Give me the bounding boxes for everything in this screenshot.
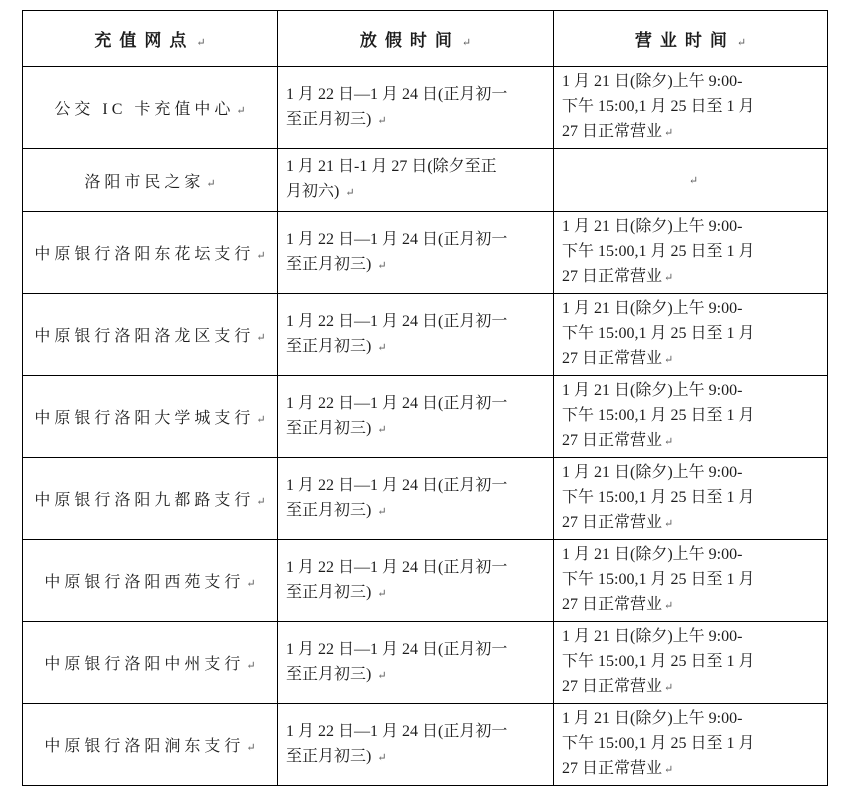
holiday-line: 至正月初三) ↵	[286, 110, 387, 128]
paragraph-mark: ↵	[664, 600, 674, 612]
table-row	[23, 294, 828, 376]
column-header-site-label: 充值网点	[94, 31, 195, 50]
business-line: 27 日正常营业 ↵	[562, 760, 674, 777]
paragraph-mark: ↵	[377, 587, 387, 600]
site-name: 中原银行洛阳大学城支行	[34, 410, 255, 427]
paragraph-mark: ↵	[256, 332, 266, 344]
paragraph-mark: ↵	[246, 742, 256, 754]
site-cell	[23, 458, 278, 540]
paragraph-mark: ↵	[256, 250, 266, 262]
holiday-line: 1 月 22 日—1 月 24 日(正月初一	[286, 394, 508, 412]
table-row	[23, 704, 828, 786]
business-hours-cell	[554, 622, 828, 704]
site-cell	[23, 67, 278, 149]
business-line: 下午 15:00,1 月 25 日至 1 月	[562, 653, 755, 670]
business-line: 1 月 21 日(除夕)上午 9:00-	[562, 300, 743, 317]
paragraph-mark: ↵	[246, 578, 256, 590]
holiday-cell	[278, 622, 554, 704]
table-row	[23, 376, 828, 458]
business-hours-cell	[554, 294, 828, 376]
paragraph-mark: ↵	[377, 669, 387, 682]
holiday-line: 1 月 22 日—1 月 24 日(正月初一	[286, 558, 508, 576]
business-line: 1 月 21 日(除夕)上午 9:00-	[562, 628, 743, 645]
business-line: 下午 15:00,1 月 25 日至 1 月	[562, 243, 755, 260]
holiday-cell	[278, 704, 554, 786]
business-line: 1 月 21 日(除夕)上午 9:00-	[562, 382, 743, 399]
column-header-business	[554, 11, 828, 67]
table-row	[23, 212, 828, 294]
column-header-holiday-label: 放假时间	[359, 31, 460, 50]
paragraph-mark: ↵	[461, 37, 472, 49]
site-cell	[23, 294, 278, 376]
site-cell	[23, 212, 278, 294]
holiday-cell	[278, 67, 554, 149]
site-cell	[23, 540, 278, 622]
holiday-cell	[278, 212, 554, 294]
site-name: 中原银行洛阳西苑支行	[44, 574, 245, 591]
site-cell	[23, 376, 278, 458]
business-line: 1 月 21 日(除夕)上午 9:00-	[562, 546, 743, 563]
holiday-line: 至正月初三) ↵	[286, 255, 387, 273]
holiday-line: 1 月 22 日—1 月 24 日(正月初一	[286, 312, 508, 330]
site-name: 中原银行洛阳洛龙区支行	[34, 328, 255, 345]
holiday-line: 至正月初三) ↵	[286, 583, 387, 601]
table-row	[23, 458, 828, 540]
business-hours-cell	[554, 376, 828, 458]
paragraph-mark: ↵	[664, 518, 674, 530]
holiday-line: 至正月初三) ↵	[286, 665, 387, 683]
table-row	[23, 149, 828, 212]
column-header-site	[23, 11, 278, 67]
business-hours-cell	[554, 212, 828, 294]
paragraph-mark: ↵	[664, 127, 674, 139]
holiday-line: 1 月 21 日-1 月 27 日(除夕至正	[286, 158, 497, 175]
site-name: 中原银行洛阳东花坛支行	[34, 246, 255, 263]
business-line: 27 日正常营业 ↵	[562, 350, 674, 367]
paragraph-mark: ↵	[736, 37, 747, 49]
holiday-cell	[278, 540, 554, 622]
business-line: 1 月 21 日(除夕)上午 9:00-	[562, 710, 743, 727]
holiday-line: 1 月 22 日—1 月 24 日(正月初一	[286, 640, 508, 658]
holiday-cell	[278, 458, 554, 540]
business-line: 下午 15:00,1 月 25 日至 1 月	[562, 325, 755, 342]
holiday-line: 1 月 22 日—1 月 24 日(正月初一	[286, 722, 508, 740]
business-line: 下午 15:00,1 月 25 日至 1 月	[562, 98, 755, 115]
holiday-line: 至正月初三) ↵	[286, 747, 387, 765]
header-row	[23, 11, 828, 67]
paragraph-mark: ↵	[664, 354, 674, 366]
column-header-holiday	[278, 11, 554, 67]
paragraph-mark: ↵	[664, 436, 674, 448]
paragraph-mark: ↵	[236, 105, 246, 117]
paragraph-mark: ↵	[345, 187, 355, 199]
business-line: 下午 15:00,1 月 25 日至 1 月	[562, 571, 755, 588]
site-cell	[23, 622, 278, 704]
site-name: 洛阳市民之家	[84, 173, 205, 191]
paragraph-mark: ↵	[206, 177, 216, 190]
business-line: 27 日正常营业 ↵	[562, 596, 674, 613]
business-line: 27 日正常营业 ↵	[562, 268, 674, 285]
site-name: 公交 IC 卡充值中心	[54, 101, 235, 118]
business-line: 27 日正常营业 ↵	[562, 432, 674, 449]
business-line: 下午 15:00,1 月 25 日至 1 月	[562, 735, 755, 752]
business-line: 1 月 21 日(除夕)上午 9:00-	[562, 73, 743, 90]
paragraph-mark: ↵	[377, 259, 387, 272]
paragraph-mark: ↵	[246, 660, 256, 672]
holiday-cell	[278, 376, 554, 458]
site-name: 中原银行洛阳中州支行	[44, 656, 245, 673]
holiday-line: 1 月 22 日—1 月 24 日(正月初一	[286, 476, 508, 494]
paragraph-mark: ↵	[377, 341, 387, 354]
site-name: 中原银行洛阳涧东支行	[44, 738, 245, 755]
business-hours-cell	[554, 540, 828, 622]
table-row	[23, 67, 828, 149]
paragraph-mark: ↵	[377, 114, 387, 127]
paragraph-mark: ↵	[196, 37, 206, 49]
business-hours-cell	[554, 67, 828, 149]
paragraph-mark: ↵	[256, 496, 266, 508]
paragraph-mark: ↵	[664, 682, 674, 694]
business-line: 1 月 21 日(除夕)上午 9:00-	[562, 218, 743, 235]
business-hours-cell-empty	[554, 149, 828, 212]
business-line: 下午 15:00,1 月 25 日至 1 月	[562, 407, 755, 424]
holiday-line: 至正月初三) ↵	[286, 419, 387, 437]
site-name: 中原银行洛阳九都路支行	[34, 492, 255, 509]
business-line: 27 日正常营业 ↵	[562, 123, 674, 140]
paragraph-mark: ↵	[664, 764, 674, 776]
holiday-line: 1 月 22 日—1 月 24 日(正月初一	[286, 230, 508, 248]
business-line: 27 日正常营业 ↵	[562, 514, 674, 531]
table-row	[23, 540, 828, 622]
paragraph-mark: ↵	[377, 751, 387, 764]
business-line: 下午 15:00,1 月 25 日至 1 月	[562, 489, 755, 506]
table-row	[23, 622, 828, 704]
recharge-network-schedule-table	[22, 10, 828, 786]
holiday-cell	[278, 149, 554, 212]
business-line: 27 日正常营业 ↵	[562, 678, 674, 695]
business-hours-cell	[554, 704, 828, 786]
site-cell	[23, 149, 278, 212]
paragraph-mark: ↵	[664, 272, 674, 284]
holiday-line: 月初六) ↵	[286, 183, 355, 200]
holiday-line: 至正月初三) ↵	[286, 501, 387, 519]
holiday-line: 至正月初三) ↵	[286, 337, 387, 355]
column-header-business-label: 营业时间	[634, 31, 735, 50]
business-line: 1 月 21 日(除夕)上午 9:00-	[562, 464, 743, 481]
paragraph-mark: ↵	[688, 174, 699, 187]
paragraph-mark: ↵	[377, 505, 387, 518]
holiday-cell	[278, 294, 554, 376]
business-hours-cell	[554, 458, 828, 540]
holiday-line: 1 月 22 日—1 月 24 日(正月初一	[286, 85, 508, 103]
paragraph-mark: ↵	[256, 414, 266, 426]
paragraph-mark: ↵	[377, 423, 387, 436]
site-cell	[23, 704, 278, 786]
